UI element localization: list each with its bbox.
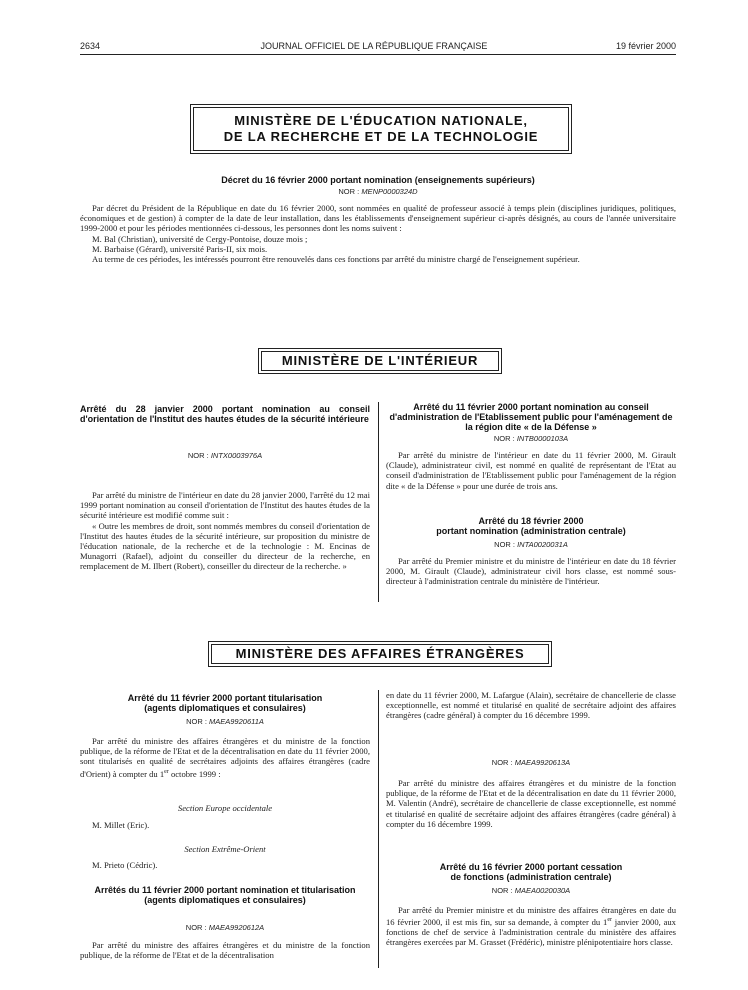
- ministry-affaires-box: [208, 641, 552, 667]
- arrete-admin-title: Arrêté du 18 février 2000 portant nomination (administration centrale): [436, 516, 626, 536]
- arretes-nomination-title: Arrêtés du 11 février 2000 portant nomination et titularisation (agents diplomatiques et consulaires): [94, 885, 356, 905]
- arrete-lafargue-body: [386, 690, 676, 721]
- arrete-cessation-body: [386, 905, 676, 948]
- arrete-titularisation-title: Arrêté du 11 février 2000 portant titularisation (agents diplomatiques et consulaires): [127, 693, 323, 713]
- section-heading: Section Europe occidentale: [177, 803, 273, 813]
- arrete-paragraph: Par arrêté du ministre de l'intérieur en date du 28 janvier 2000, l'arrêté du 12 mai 1999 portant nomination au conseil d'orientation de l'Institut des hautes études de la sécurité intérieure est modifié comme suit :: [80, 490, 370, 521]
- arrete-ihesi-title: Arrêté du 28 janvier 2000 portant nomination au conseil d'orientation de l'Institut des hautes études de la sécurité intérieure: [80, 404, 370, 424]
- ministry-interieur-line1: MINISTÈRE DE L'INTÉRIEUR: [281, 353, 479, 368]
- decree-paragraph: M. Bal (Christian), université de Cergy-Pontoise, douze mois ;: [92, 233, 308, 244]
- arrete-titularisation-body: [80, 736, 370, 779]
- arrete-paragraph: Par arrêté du ministre de l'intérieur en date du 11 février 2000, M. Girault (Claude), administrateur civil, est nommé en qualité de représentant de l'Etat au conseil d'administration de l'Etablissement public pour l'aménagement de la région dite « de la Défense » pour une durée de trois ans.: [386, 450, 676, 491]
- arrete-admin-body: [386, 556, 676, 587]
- arrete-cessation-title: Arrêté du 16 février 2000 portant cessation de fonctions (administration centrale): [439, 862, 623, 882]
- arretes-nomination-body: [80, 940, 370, 960]
- arrete-paragraph: Par arrêté du Premier ministre et du ministre des affaires étrangères en date du 16 février 2000, il est mis fin, sur sa demande, à compter du 1er janvier 2000, aux fonctions de chef de service à l'administration centrale du ministère des affaires étrangères exercées par M. Grasset (Frédéric), ministre plénipotentiaire hors classe.: [386, 905, 676, 948]
- section-heading: Section Extrême-Orient: [184, 844, 266, 854]
- name-line: M. Millet (Eric).: [92, 820, 150, 830]
- ministry-education-line2: DE LA RECHERCHE ET DE LA TECHNOLOGIE: [223, 129, 539, 144]
- ministry-interieur-box: [258, 348, 502, 374]
- issue-date: 19 février 2000: [615, 41, 676, 51]
- ministry-education-box: [190, 104, 572, 154]
- arrete-ihesi-body: [80, 490, 370, 572]
- arrete-paragraph: Par arrêté du ministre des affaires étrangères et du ministre de la fonction publique, de la réforme de l'Etat et de la décentralisation en date du 11 février 2000, M. Valentin (André), secrétaire de chancellerie de classe exceptionnelle, est nommé et titularisé en qualité de secrétaire adjoint des affaires étrangères (cadre général) à compter du 16 décembre 1999.: [386, 778, 676, 829]
- decree-paragraph: Au terme de ces périodes, les intéressés pourront être renouvelés dans ces fonctions par arrêté du ministre chargé de l'enseignement supérieur.: [92, 254, 580, 265]
- ministry-affaires-line1: MINISTÈRE DES AFFAIRES ÉTRANGÈRES: [235, 646, 525, 661]
- arrete-defense-body: [386, 450, 676, 491]
- arretes-nomination-nor: NOR : MAEA9920612A: [185, 923, 265, 932]
- page-number: 2634: [80, 41, 101, 51]
- arrete-valentin-body: [386, 778, 676, 829]
- ministry-education-line1: MINISTÈRE DE L'ÉDUCATION NATIONALE,: [234, 113, 528, 128]
- arrete-cessation-nor: NOR : MAEA0020030A: [491, 886, 571, 895]
- column-divider: [378, 402, 379, 602]
- arrete-paragraph: « Outre les membres de droit, sont nommés membres du conseil d'orientation de l'Institut des hautes études de la sécurité intérieure, sur proposition du ministre de l'éducation nationale, de la recherche et de la technologie : M. Encinas de Munagorri (Rafael), adjoint du conseiller du directeur de la recherche, en remplacement de M. Ilbert (Robert), conseiller du directeur de la recherche. »: [80, 520, 370, 572]
- arrete-paragraph: Par arrêté du Premier ministre et du ministre de l'intérieur en date du 18 février 2000, M. Girault (Claude), administrateur civil hors classe, est nommé sous-directeur à l'administration centrale du ministère de l'intérieur.: [386, 556, 676, 587]
- decree-paragraph: M. Barbaise (Gérard), université Paris-II, six mois.: [92, 243, 268, 254]
- arrete-paragraph: Par arrêté du ministre des affaires étrangères et du ministre de la fonction publique, de la réforme de l'Etat et de la décentralisation: [80, 940, 370, 961]
- header-rule: [80, 54, 676, 55]
- decree-paragraph: Par décret du Président de la République en date du 16 février 2000, sont nommées en qualité de professeur associé à temps plein (disciplines juridiques, politiques, économiques et de gestion) à compter de la date de leur installation, dans les établissements d'enseignement supérieur ci-après désignés, au cours de l'année universitaire 1999-2000 et pour les périodes mentionnées ci-dessous, les personnes dont les noms suivent :: [80, 203, 676, 234]
- decree-title: Décret du 16 février 2000 portant nomination (enseignements supérieurs): [221, 175, 535, 185]
- name-line: M. Prieto (Cédric).: [92, 860, 158, 870]
- arrete-ihesi-nor: NOR : INTX0003976A: [187, 451, 263, 460]
- arrete-defense-nor: NOR : INTB0000103A: [493, 434, 569, 443]
- journal-title: JOURNAL OFFICIEL DE LA RÉPUBLIQUE FRANÇAISE: [260, 41, 488, 51]
- arrete-admin-nor: NOR : INTA0020031A: [494, 540, 568, 549]
- decree-nor: NOR : MENP0000324D: [338, 187, 418, 196]
- arrete-paragraph: Par arrêté du ministre des affaires étrangères et du ministre de la fonction publique, de la réforme de l'Etat et de la décentralisation en date du 11 février 2000, sont titularisés en qualité de secrétaires adjoints des affaires étrangères (cadre d'Orient) à compter du 1er octobre 1999 :: [80, 736, 370, 779]
- decree-nor-code: MENP0000324D: [361, 187, 418, 196]
- arrete-paragraph: en date du 11 février 2000, M. Lafargue (Alain), secrétaire de chancellerie de classe exceptionnelle, est nommé et titularisé en qualité de secrétaire adjoint des affaires étrangères (cadre général) à compter du 16 décembre 1999.: [386, 690, 676, 721]
- arrete-titularisation-nor: NOR : MAEA9920611A: [186, 717, 264, 726]
- arrete-defense-title: Arrêté du 11 février 2000 portant nomination au conseil d'administration de l'Etablissement public pour l'aménagement de la région dite « de la Défense »: [389, 402, 673, 432]
- decree-body: [80, 203, 676, 264]
- arrete-valentin-nor: NOR : MAEA9920613A: [491, 758, 571, 767]
- column-divider: [378, 690, 379, 968]
